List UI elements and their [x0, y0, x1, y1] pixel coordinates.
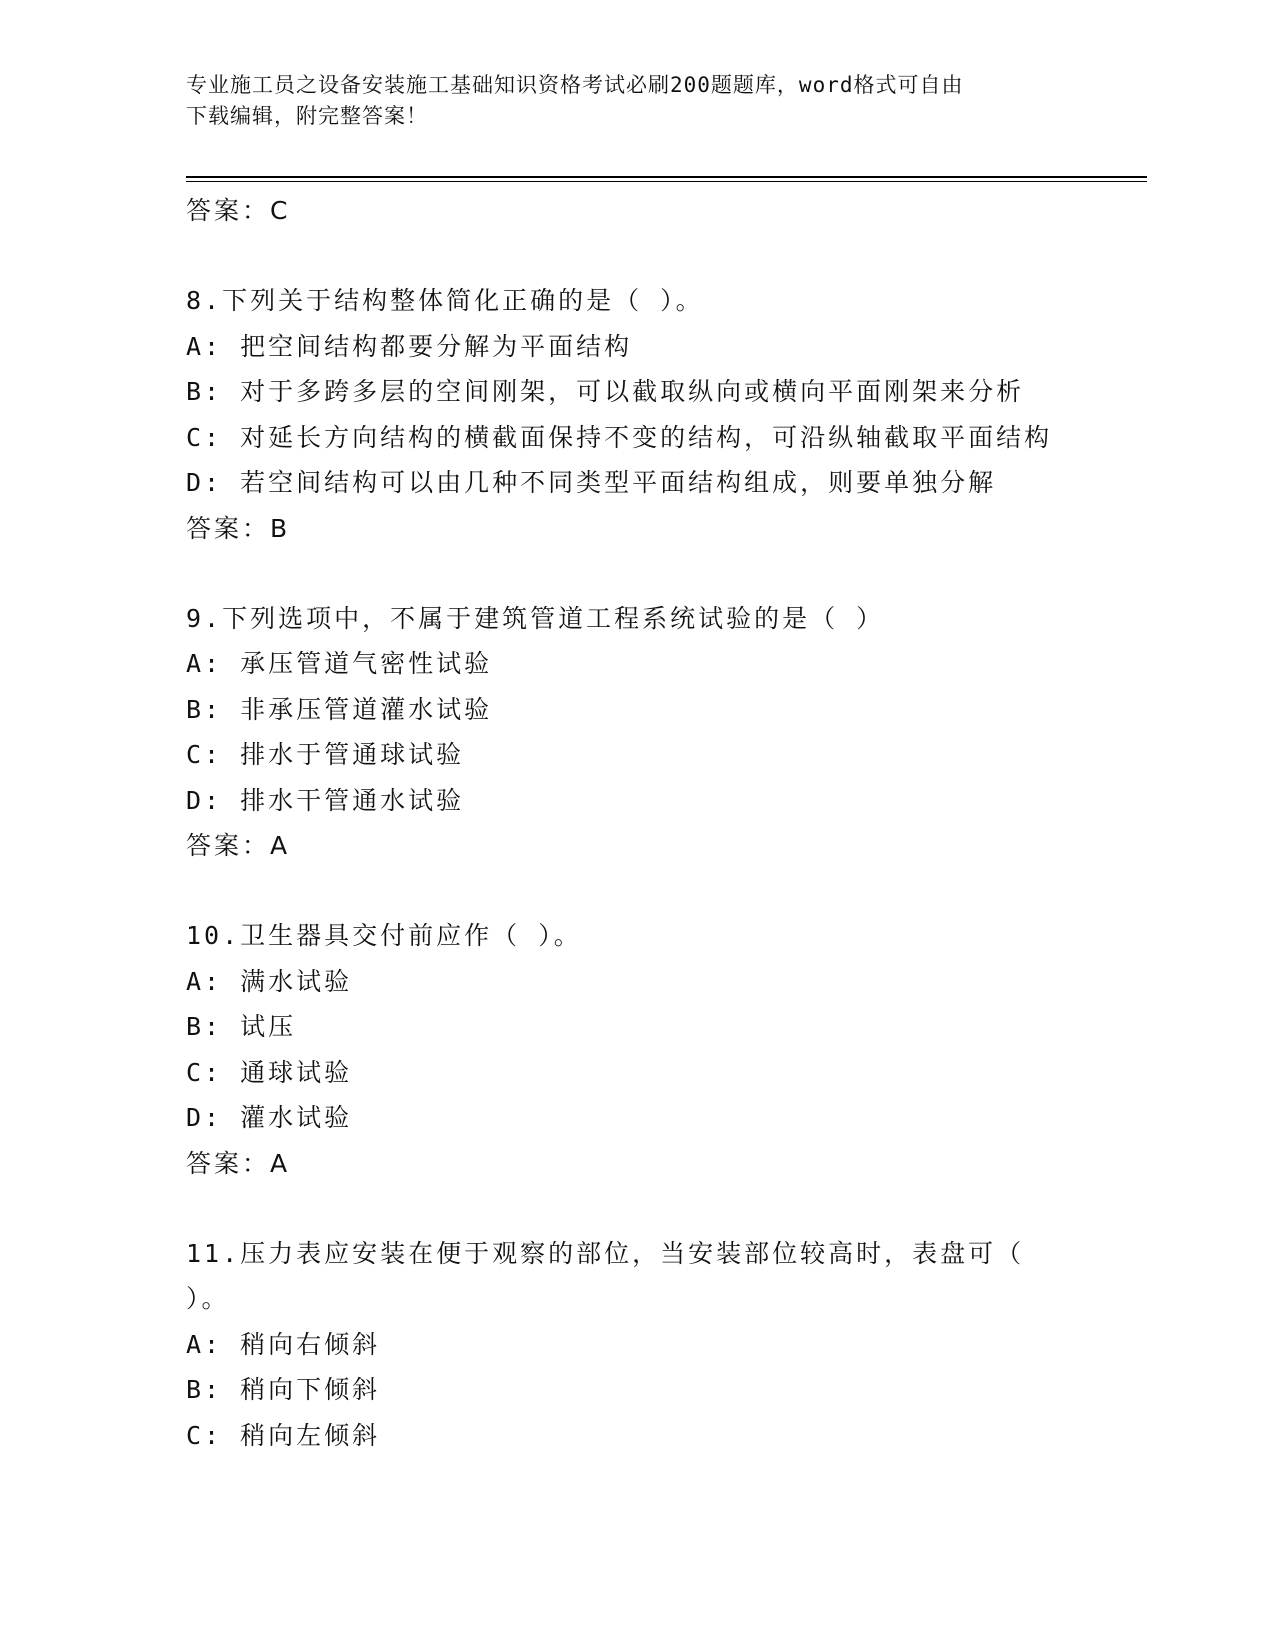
- option-c: C: 对延长方向结构的横截面保持不变的结构，可沿纵轴截取平面结构: [186, 422, 1053, 452]
- option-a: A: 稍向右倾斜: [186, 1329, 381, 1359]
- option-d: D: 灌水试验: [186, 1103, 353, 1132]
- question-8: [186, 278, 1086, 552]
- question-title-line-1: 11.压力表应安装在便于观察的部位，当安装部位较高时，表盘可（: [186, 1238, 1025, 1268]
- option-c: C: 排水于管通球试验: [186, 740, 465, 769]
- option-b: B: 稍向下倾斜: [186, 1375, 381, 1404]
- option-a: A: 满水试验: [186, 966, 353, 996]
- header-rule-thick: [186, 176, 1147, 178]
- document-body: [186, 188, 1086, 1458]
- option-b: B: 试压: [186, 1012, 297, 1041]
- question-10: [186, 913, 1086, 1187]
- option-c: C: 稍向左倾斜: [186, 1420, 381, 1450]
- option-c: C: 通球试验: [186, 1057, 353, 1087]
- spacer: [186, 234, 1086, 278]
- option-d: D: 排水干管通水试验: [186, 785, 465, 815]
- document-header: [186, 70, 1066, 132]
- answer: 答案：A: [186, 831, 291, 860]
- previous-answer: 答案：C: [186, 196, 291, 225]
- spacer: [186, 1187, 1086, 1231]
- option-d: D: 若空间结构可以由几种不同类型平面结构组成，则要单独分解: [186, 468, 997, 497]
- header-line-2: 下载编辑，附完整答案！: [186, 104, 428, 128]
- question-9: [186, 596, 1086, 870]
- option-b: B: 对于多跨多层的空间刚架，可以截取纵向或横向平面刚架来分析: [186, 377, 1025, 406]
- question-title: 9.下列选项中，不属于建筑管道工程系统试验的是（ ）: [186, 603, 885, 633]
- option-a: A: 把空间结构都要分解为平面结构: [186, 331, 633, 361]
- header-line-1: 专业施工员之设备安装施工基础知识资格考试必刷200题题库，word格式可自由: [186, 73, 964, 97]
- option-b: B: 非承压管道灌水试验: [186, 694, 493, 724]
- question-title: 10.卫生器具交付前应作（ ）。: [186, 921, 582, 950]
- spacer: [186, 552, 1086, 596]
- question-11: [186, 1231, 1086, 1459]
- option-a: A: 承压管道气密性试验: [186, 649, 493, 678]
- question-title-line-2: ）。: [186, 1284, 230, 1313]
- answer: 答案：B: [186, 513, 291, 543]
- answer: 答案：A: [186, 1148, 291, 1178]
- spacer: [186, 869, 1086, 913]
- header-rule-thin: [186, 181, 1147, 182]
- question-title: 8.下列关于结构整体简化正确的是（ ）。: [186, 286, 704, 315]
